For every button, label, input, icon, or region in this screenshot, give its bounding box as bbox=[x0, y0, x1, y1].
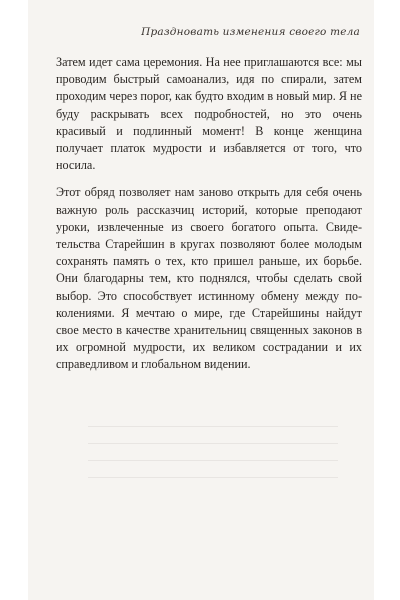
faint-line bbox=[88, 477, 338, 478]
faint-line bbox=[88, 443, 338, 444]
book-page bbox=[28, 0, 374, 600]
faint-line bbox=[88, 460, 338, 461]
body-text bbox=[56, 54, 362, 374]
paragraph: Этот обряд позволяет нам заново открыть для себя очень важную роль рассказчиц историй, которые преподают уроки, извлеченные из своего богатого опыта. Свидетельства Старейшин в кругах позволяют более молодым сохранять память о тех, кто пришел раньше, их борьбе. Они благодарны тем, кто поднялся, чтобы сделать свой выбор. Это способствует истинному обмену между поколениями. Я мечтаю о мире, где Старейшины найдут свое место в качестве хранительниц священных законов в их огромной мудрости, их великом сострадании и их справедливом и глобальном видении. bbox=[56, 185, 362, 372]
bleed-through-text bbox=[88, 410, 338, 530]
faint-line bbox=[88, 426, 338, 427]
paragraph: Затем идет сама церемония. На нее приглашаются все: мы проводим быстрый самоанализ, идя по спирали, затем проходим через порог, как будто входим в новый мир. Я не буду раскрывать всех подробностей, но это очень красивый и подлинный момент! В конце женщина получает платок мудрости и избавляется от того, что носила. bbox=[56, 55, 362, 173]
running-header: Праздновать изменения своего тела bbox=[141, 26, 360, 38]
